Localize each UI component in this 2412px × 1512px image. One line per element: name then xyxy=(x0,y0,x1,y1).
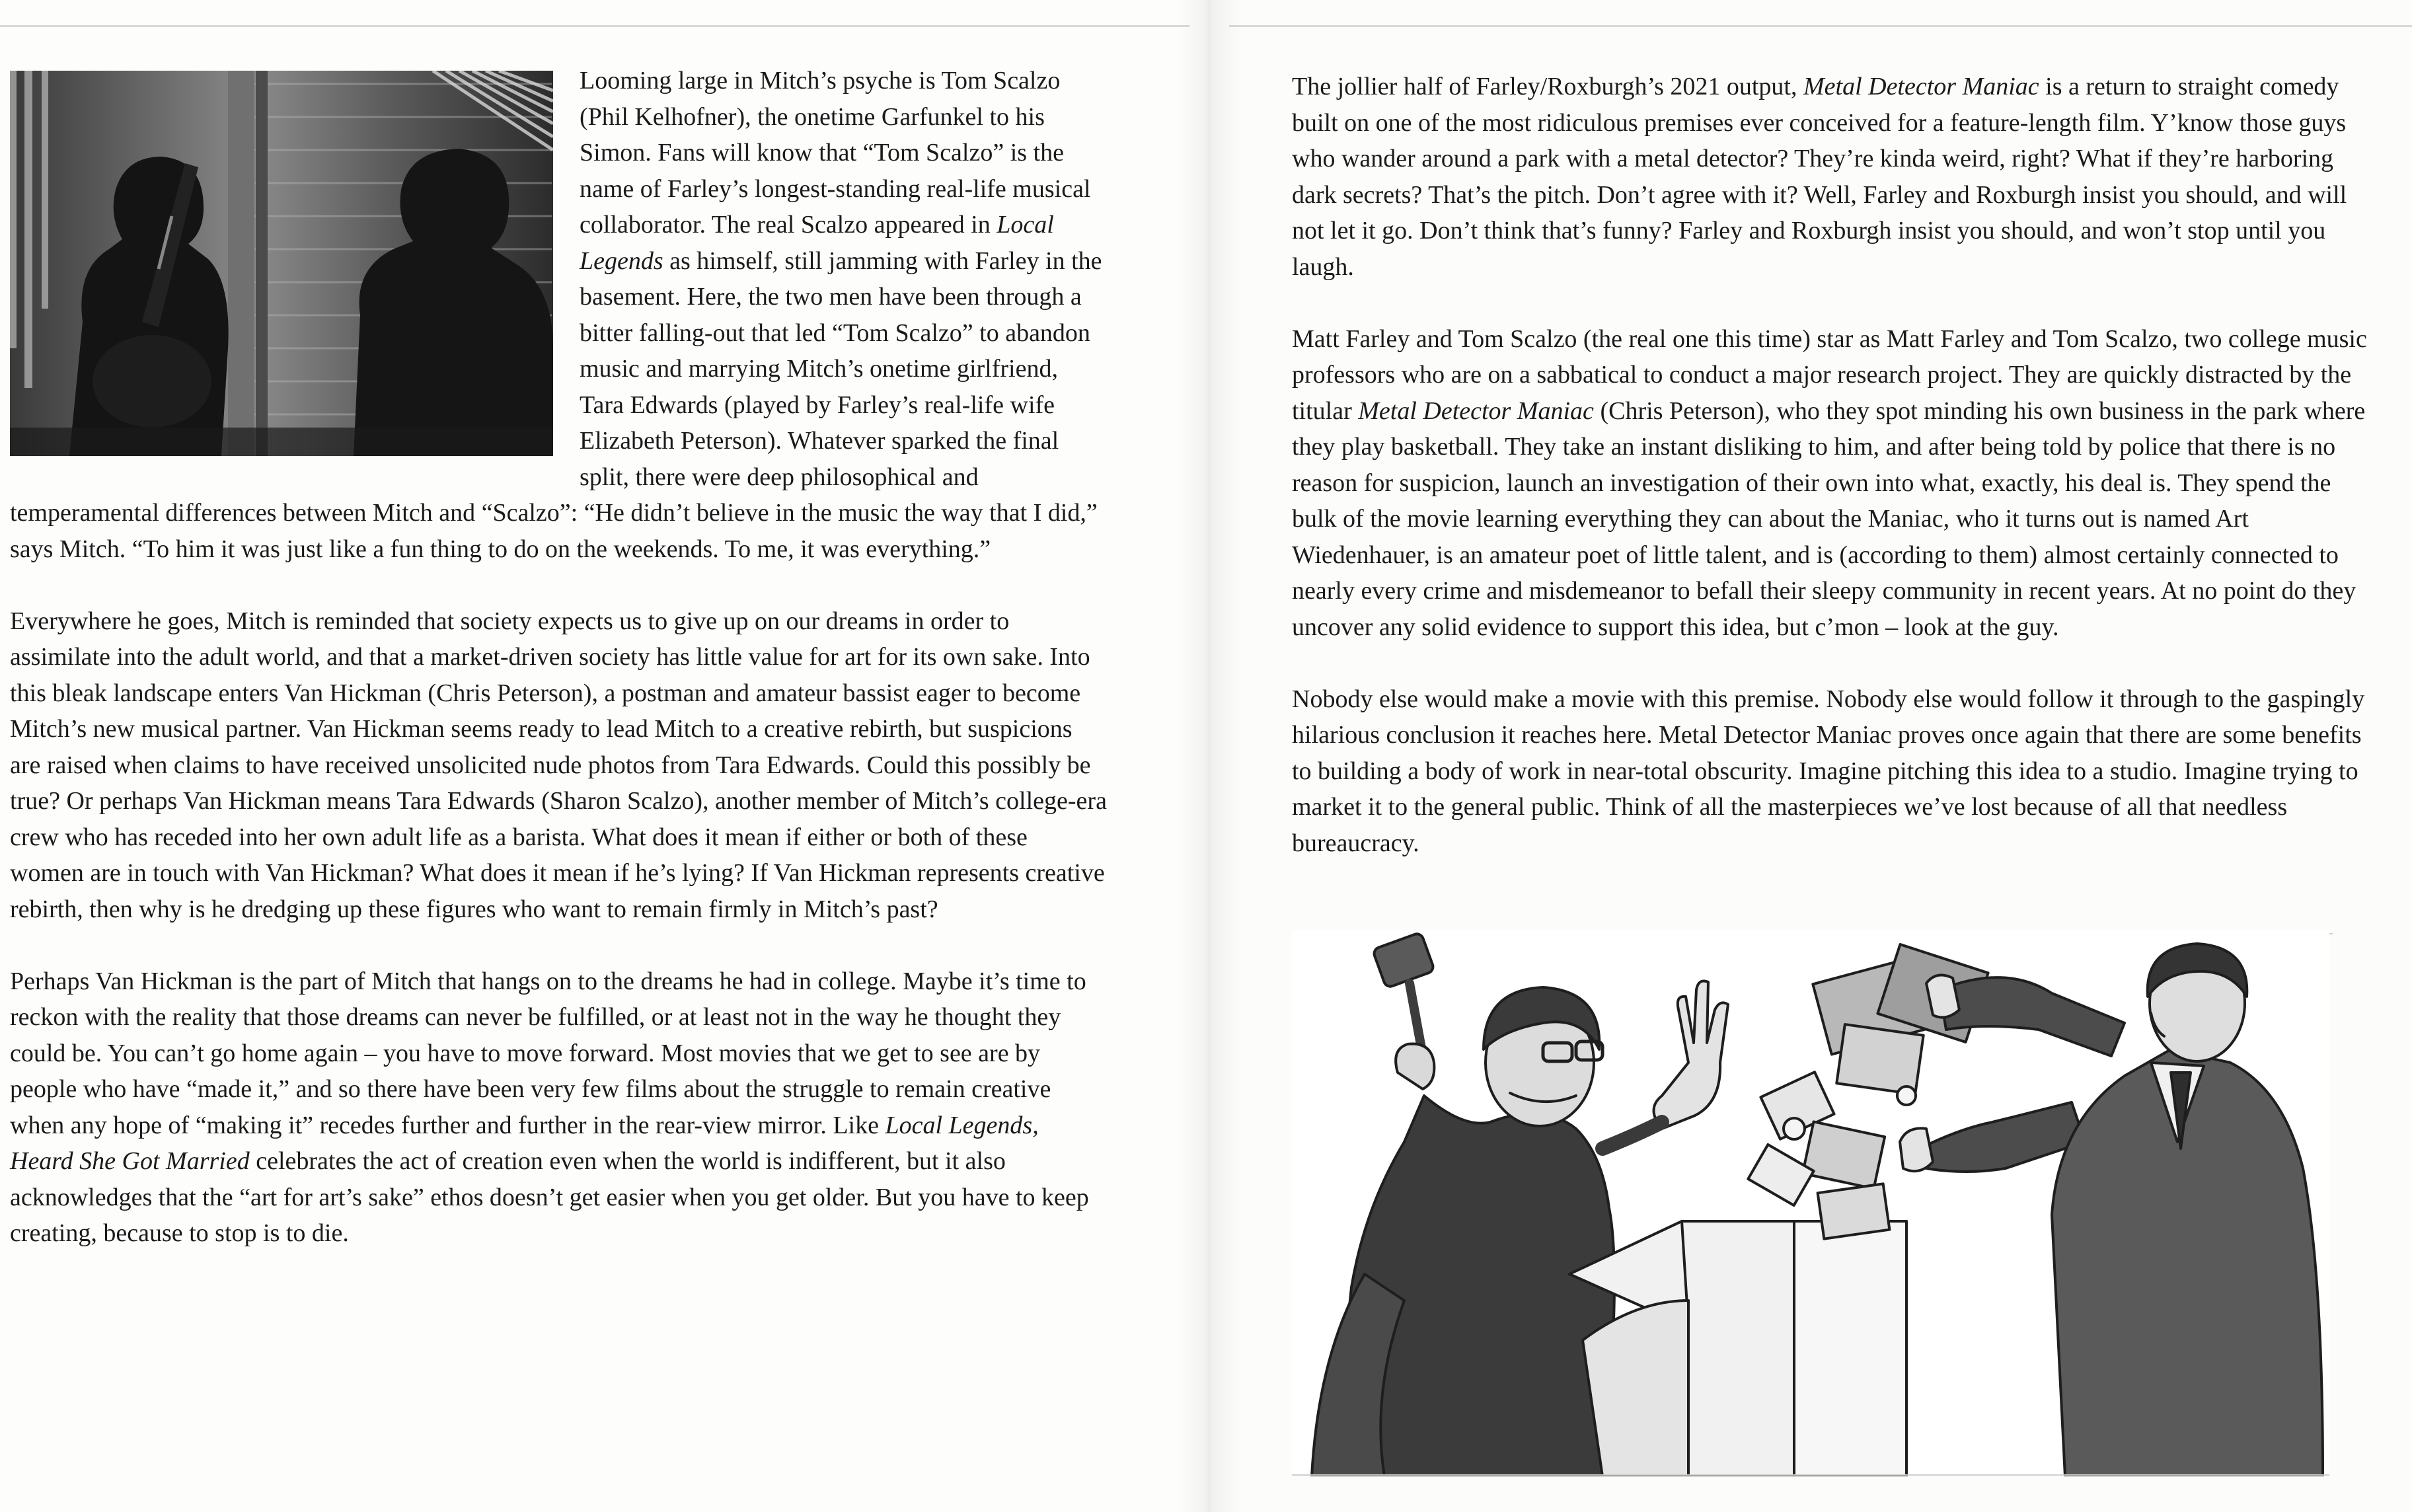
photo-image xyxy=(10,71,553,456)
right-article xyxy=(1292,69,2376,861)
left-paragraph-1: Looming large in Mitch’s psyche is Tom Scalzo (Phil Kelhofner), the onetime Garfunkel to his Simon. Fans will know that “Tom Scalzo” is the name of Farley’s longest-standing real-life musical collaborator. The real Scalzo appeared in Local Legends as himself, still jamming with Farley in the basement. Here, the two men have been through a bitter falling-out that led “Tom Scalzo” to abandon music and marrying Mitch’s onetime girlfriend, Tara Edwards (played by Farley’s real-life wife Elizabeth Peterson). Whatever sparked the final split, there were deep philosophical and temperamental differences between Mitch and “Scalzo”: “He didn’t believe in the music the way that I did,” says Mitch. “To him it was just like a fun thing to do on the weekends. To me, it was everything.” xyxy=(10,67,1102,563)
left-article xyxy=(10,63,1107,1252)
book-gutter xyxy=(1176,0,1242,1512)
right-paragraph-1: The jollier half of Farley/Roxburgh’s 2021 output, Metal Detector Maniac is a return to straight comedy built on one of the most ridiculous premises ever conceived for a feature-length film. Y’know those guys who wander around a park with a metal detector? They’re kinda weird, right? What if they’re harboring dark secrets? That’s the pitch. Don’t agree with it? Well, Farley and Roxburgh insist you should, and will not let it go. Don’t think that’s funny? Farley and Roxburgh insist you should, and won’t stop until you laugh. xyxy=(1292,73,2347,281)
left-paragraph-3: Perhaps Van Hickman is the part of Mitch that hangs on to the dreams he had in college. Maybe it’s time to reckon with the reality that those dreams can never be fulfilled, or at least not in the way he thought they could be. You can’t go home again – you have to move forward. Most movies that we get to see are by people who have “made it,” and so there have been very few films about the struggle to remain creative when any hope of “making it” recedes further and further in the rear-view mirror. Like Local Legends, Heard She Got Married celebrates the act of creation even when the world is indifferent, but it also acknowledges that the “art for art’s sake” ethos doesn’t get easier when you get older. But you have to keep creating, because to stop is to die. xyxy=(10,967,1089,1247)
page-top-edge xyxy=(1229,25,2412,27)
left-page xyxy=(0,0,1203,1512)
right-paragraph-2: Matt Farley and Tom Scalzo (the real one this time) star as Matt Farley and Tom Scalzo, two college music professors who are on a sabbatical to conduct a major research project. They are quickly distracted by the titular Metal Detector Maniac (Chris Peterson), who they spot minding his own business in the park where they play basketball. They take an instant disliking to him, and after being told by police that there is no reason for suspicion, launch an investigation of their own into what, exactly, his deal is. They spend the bulk of the movie learning everything they can about the Maniac, who it turns out is named Art Wiedenhauer, is an amateur poet of little talent, and is (according to them) almost certainly connected to nearly every crime and misdemeanor to befall their sleepy community in recent years. At no point do they uncover any solid evidence to support this idea, but c’mon – look at the guy. xyxy=(1292,324,2367,641)
film-still-photo xyxy=(10,71,553,456)
right-paragraph-3: Nobody else would make a movie with this premise. Nobody else would follow it through to the gaspingly hilarious conclusion it reaches here. Metal Detector Maniac proves once again that there are some benefits to building a body of work in near-total obscurity. Imagine pitching this idea to a studio. Imagine trying to market it to the general public. Think of all the masterpieces we’ve lost because of all that needless bureaucracy. xyxy=(1292,685,2365,857)
page-top-edge xyxy=(0,25,1189,27)
judge-illustration xyxy=(1292,930,2329,1476)
left-paragraph-2: Everywhere he goes, Mitch is reminded that society expects us to give up on our dreams in order to assimilate into the adult world, and that a market-driven society has little value for art for its own sake. Into this bleak landscape enters Van Hickman (Chris Peterson), a postman and amateur bassist eager to become Mitch’s new musical partner. Van Hickman seems ready to lead Mitch to a creative rebirth, but suspicions are raised when claims to have received unsolicited nude photos from Tara Edwards. Could this possibly be true? Or perhaps Van Hickman means Tara Edwards (Sharon Scalzo), another member of Mitch’s college-era crew who has receded into her own adult life as a barista. What does it mean if either or both of these women are in touch with Van Hickman? What does it mean if he’s lying? If Van Hickman represents creative rebirth, then why is he dredging up these figures who want to remain firmly in Mitch’s past? xyxy=(10,607,1107,923)
illustration-image xyxy=(1292,930,2329,1476)
